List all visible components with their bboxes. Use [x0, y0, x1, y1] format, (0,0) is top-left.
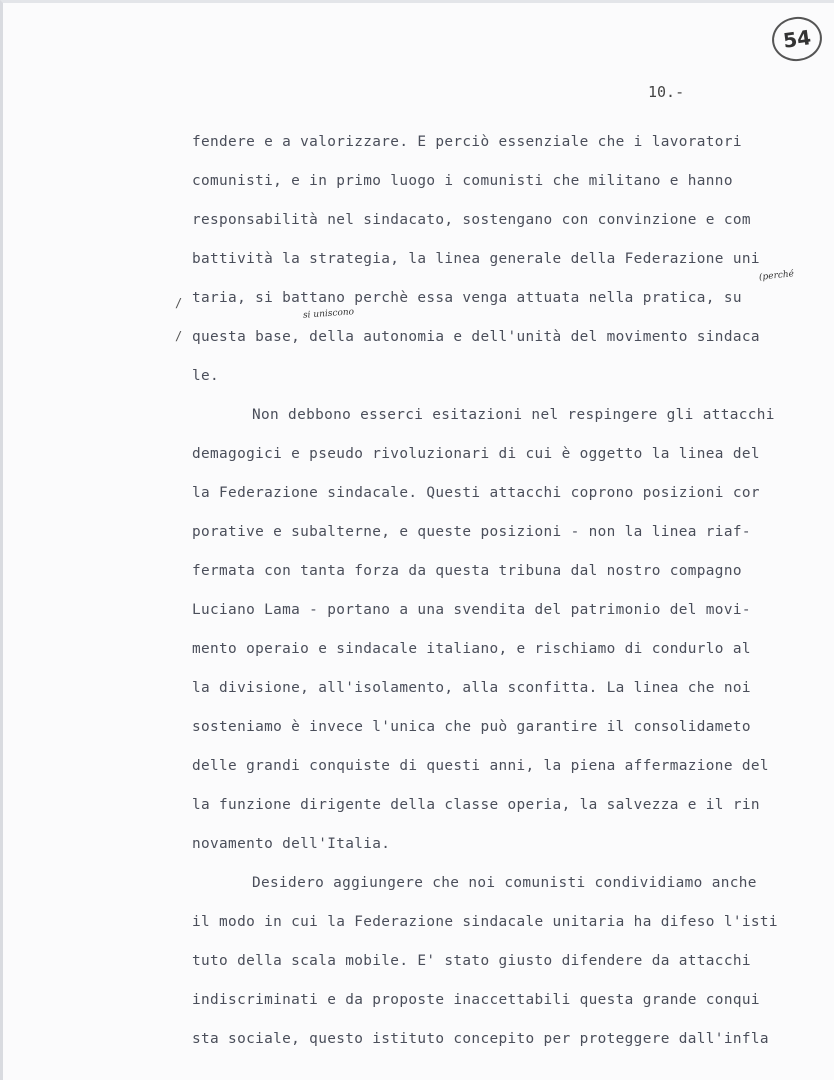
text-line: indiscriminati e da proposte inaccettabili questa grande conqui [192, 992, 760, 1008]
text-line: demagogici e pseudo rivoluzionari di cui è oggetto la linea del [192, 446, 760, 462]
text-line: la divisione, all'isolamento, alla sconfitta. La linea che noi [192, 680, 751, 696]
text-line: Desidero aggiungere che noi comunisti condividiamo anche [252, 875, 757, 891]
text-line: delle grandi conquiste di questi anni, la piena affermazione del [192, 758, 769, 774]
text-line: responsabilità nel sindacato, sostengano con convinzione e com [192, 212, 751, 228]
text-line: Luciano Lama - portano a una svendita del patrimonio del movi- [192, 602, 751, 618]
text-line: sta sociale, questo istituto concepito per proteggere dall'infla [192, 1031, 769, 1047]
text-line: Non debbono esserci esitazioni nel respingere gli attacchi [252, 407, 775, 423]
text-line: novamento dell'Italia. [192, 836, 391, 852]
text-line: porative e subalterne, e queste posizioni - non la linea riaf- [192, 524, 751, 540]
handwritten-note-si-uniscono: si uniscono [302, 307, 355, 321]
text-line: fendere e a valorizzare. E perciò essenziale che i lavoratori [192, 134, 742, 150]
text-line: il modo in cui la Federazione sindacale unitaria ha difeso l'isti [192, 914, 778, 930]
text-line: battività la strategia, la linea generale della Federazione uni [192, 251, 760, 267]
text-line: fermata con tanta forza da questa tribuna dal nostro compagno [192, 563, 742, 579]
text-line: questa base, della autonomia e dell'unità del movimento sindaca [192, 329, 760, 345]
text-line: tuto della scala mobile. E' stato giusto difendere da attacchi [192, 953, 751, 969]
text-line: taria, si battano perchè essa venga attuata nella pratica, su [192, 290, 742, 306]
page-stamp: 54 [769, 14, 825, 65]
margin-mark: / [175, 329, 183, 343]
text-line: la Federazione sindacale. Questi attacchi coprono posizioni cor [192, 485, 760, 501]
page-number: 10.- [648, 83, 685, 101]
text-line: la funzione dirigente della classe operia, la salvezza e il rin [192, 797, 760, 813]
text-line: mento operaio e sindacale italiano, e rischiamo di condurlo al [192, 641, 751, 657]
text-line: sosteniamo è invece l'unica che può garantire il consolidameto [192, 719, 751, 735]
margin-mark: / [175, 296, 183, 310]
text-line: comunisti, e in primo luogo i comunisti che militano e hanno [192, 173, 733, 189]
handwritten-note-perche: (perché [758, 269, 795, 283]
text-line: le. [192, 368, 220, 384]
